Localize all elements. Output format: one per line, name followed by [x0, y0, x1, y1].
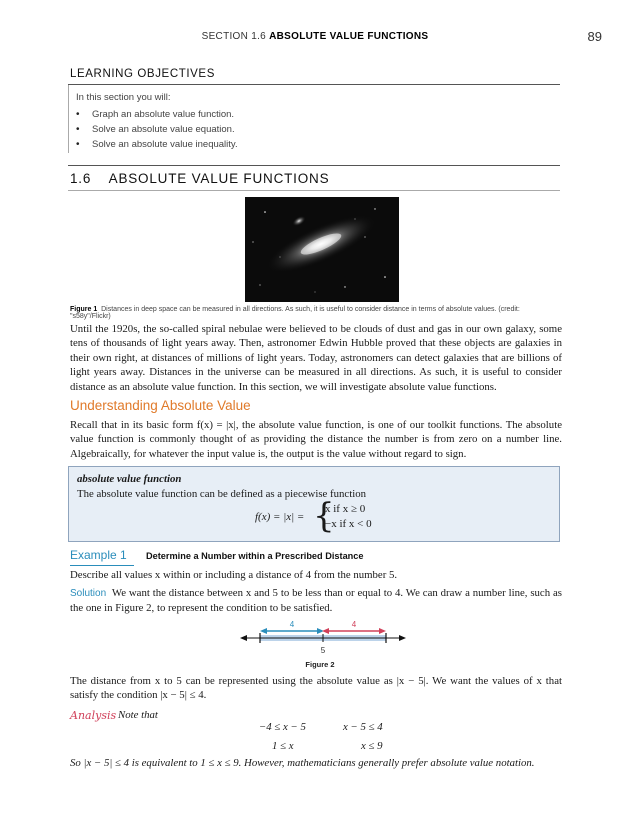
math-inequality-3: 1 ≤ x	[272, 740, 294, 752]
figure-1-text: Distances in deep space can be measured in all directions. As such, it is useful to consider distance in terms of absolute values. (credit: "s58y"/Flickr)	[70, 306, 520, 320]
section-heading	[70, 171, 329, 186]
bullet-icon: •	[76, 124, 80, 135]
subsection-heading: Understanding Absolute Value	[70, 398, 251, 413]
definition-text: The absolute value function can be defined as a piecewise function	[77, 488, 367, 500]
figure-1-label: Figure 1	[70, 306, 98, 313]
math-inequality-2: x − 5 ≤ 4	[343, 721, 383, 733]
section-title: ABSOLUTE VALUE FUNCTIONS	[108, 171, 330, 186]
section-rule-top	[68, 165, 560, 166]
number-line-diagram	[238, 619, 408, 659]
example-underline	[70, 565, 134, 566]
math-inequality-1: −4 ≤ x − 5	[259, 721, 306, 733]
numline-right-label: 4	[351, 620, 357, 629]
intro-paragraph: Until the 1920s, the so-called spiral nebulae were believed to be clouds of dust and gas in our own galaxy, some tens of thousands of light years away. Then, astronomer Edwin Hubble proved that these objects are galaxies in their own right, at distances of millions of light years. Today, astronomers can detect galaxies that are billions of light years away. Distances in the universe can be measured in all directions. As such, it is useful to consider distance as an absolute value function. In this section, we will investigate absolute value functions.	[70, 323, 562, 393]
subsection-paragraph: Recall that in its basic form f(x) = |x|, the absolute value function, is one of our toolkit functions. The absolute value function is commonly thought of as providing the distance the number is from zero on a number line. Algebraically, for whatever the input value is, the output is the value without regard to sign.	[70, 419, 562, 460]
number-line-right-arrow-icon	[399, 635, 406, 641]
analysis-label: Analysis	[70, 709, 117, 722]
numline-center-label: 5	[320, 646, 326, 655]
analysis-text: Note that	[118, 709, 158, 721]
formula-case-2: −x if x < 0	[325, 518, 372, 530]
learning-objectives-rule	[68, 84, 560, 85]
section-rule-bottom	[68, 190, 560, 191]
list-item	[76, 137, 238, 152]
running-head	[70, 31, 560, 42]
section-number: 1.6	[70, 171, 92, 186]
page-number: 89	[587, 29, 602, 44]
example-label: Example 1	[70, 548, 127, 562]
left-arrowhead-icon	[260, 628, 267, 634]
galaxy-image	[245, 197, 399, 302]
solution-text: We want the distance between x and 5 to be less than or equal to 4. We can draw a number line, such as the one in Figure 2, to represent the condition to be satisfied.	[70, 587, 562, 615]
solution-label: Solution	[70, 588, 107, 599]
formula-lhs: f(x) = |x| =	[255, 511, 305, 523]
running-head-title: ABSOLUTE VALUE FUNCTIONS	[269, 31, 429, 42]
numline-left-label: 4	[289, 620, 295, 629]
galaxy-photo-icon	[245, 197, 399, 302]
learning-objectives-list	[76, 107, 238, 152]
definition-title: absolute value function	[77, 473, 182, 485]
figure-2-caption: Figure 2	[305, 660, 335, 669]
objective-text: Graph an absolute value function.	[92, 109, 235, 120]
learning-objectives-intro: In this section you will:	[76, 92, 171, 103]
math-inequality-4: x ≤ 9	[361, 740, 383, 752]
number-line-left-arrow-icon	[240, 635, 247, 641]
number-line-figure	[238, 619, 408, 659]
example-prompt: Describe all values x within or including a distance of 4 from the number 5.	[70, 569, 398, 581]
bullet-icon: •	[76, 139, 80, 150]
list-item	[76, 107, 238, 122]
example-solution	[70, 586, 562, 616]
formula-case-1: x if x ≥ 0	[325, 503, 366, 515]
brace-icon: {	[313, 496, 335, 536]
learning-objectives-sidebar	[68, 85, 69, 153]
running-head-prefix: SECTION 1.6	[201, 31, 267, 42]
learning-objectives-heading: LEARNING OBJECTIVES	[70, 68, 215, 80]
bullet-icon: •	[76, 109, 80, 120]
figure-1-caption	[70, 306, 562, 320]
right-arrowhead-icon	[322, 628, 329, 634]
closing-paragraph: So |x − 5| ≤ 4 is equivalent to 1 ≤ x ≤ 9. However, mathematicians generally prefer absolute value notation.	[70, 757, 535, 769]
example-title: Determine a Number within a Prescribed Distance	[146, 551, 364, 561]
after-figure-paragraph: The distance from x to 5 can be represented using the absolute value as |x − 5|. We want the values of x that satisfy the condition |x − 5| ≤ 4.	[70, 675, 562, 702]
objective-text: Solve an absolute value inequality.	[92, 139, 238, 150]
piecewise-formula	[255, 496, 425, 536]
right-arrowhead-icon	[379, 628, 386, 634]
list-item	[76, 122, 238, 137]
objective-text: Solve an absolute value equation.	[92, 124, 235, 135]
